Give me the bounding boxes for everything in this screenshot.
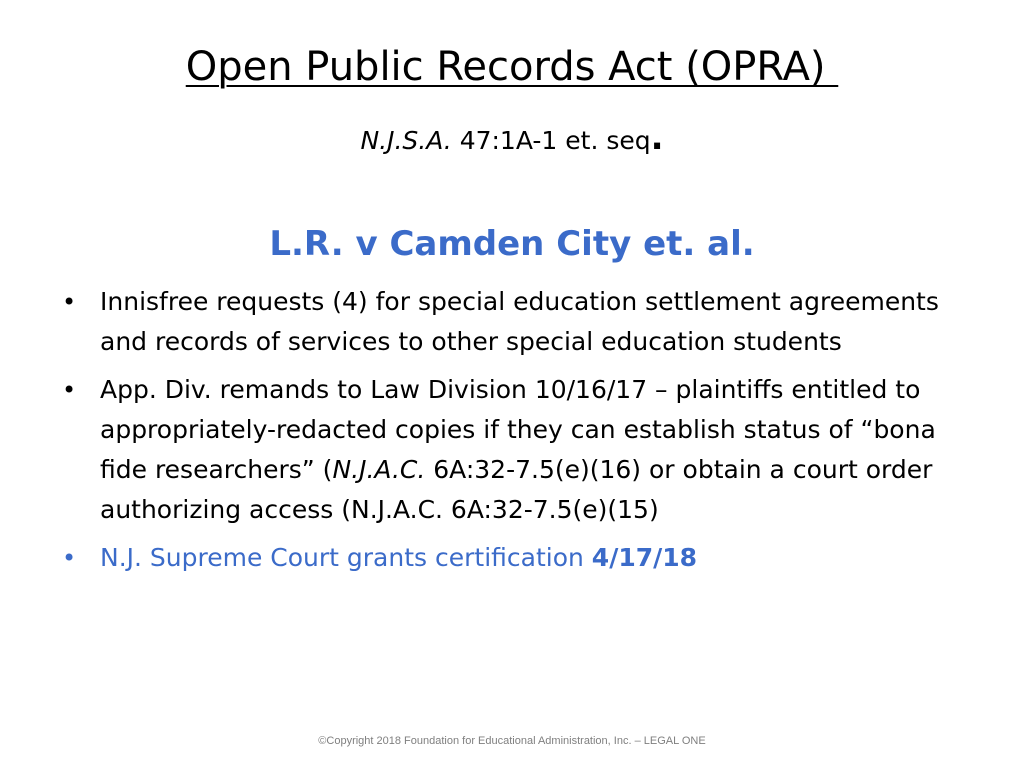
slide-title: Open Public Records Act (OPRA)	[185, 44, 839, 90]
bullet-text-italic: N.J.A.C.	[332, 455, 426, 484]
citation-italic: N.J.S.A.	[360, 126, 452, 155]
bullet-text-a: App. Div. remands to Law Division 10/16/17 – plaintiffs entitled to appropriately-redacted copies if they can establish status of “bona fide researchers” (	[100, 375, 936, 484]
citation-period: .	[650, 118, 664, 158]
bullet-dot-icon: •	[62, 288, 77, 316]
bullet-list	[62, 282, 982, 586]
bullet-item-remand	[62, 370, 982, 530]
copyright-footer: ©Copyright 2018 Foundation for Educational Administration, Inc. – LEGAL ONE	[318, 735, 706, 747]
bullet-text: Innisfree requests (4) for special education settlement agreements and records of services to other special education students	[100, 287, 939, 356]
case-heading: L.R. v Camden City et. al.	[269, 224, 755, 264]
bullet-dot-icon: •	[62, 544, 77, 572]
bullet-text-b: 6A:32-7.5(e)(16) or obtain a court order authorizing access (N.J.A.C. 6A:32-7.5(e)(15)	[100, 455, 933, 524]
statute-citation	[0, 118, 1024, 158]
bullet-item-requests	[62, 282, 982, 362]
bullet-dot-icon: •	[62, 376, 77, 404]
bullet-text-bold-date: 4/17/18	[591, 543, 698, 572]
bullet-text: N.J. Supreme Court grants certification	[100, 543, 592, 572]
citation-rest: 47:1A-1 et. seq	[451, 126, 651, 155]
bullet-item-certification	[62, 538, 982, 578]
